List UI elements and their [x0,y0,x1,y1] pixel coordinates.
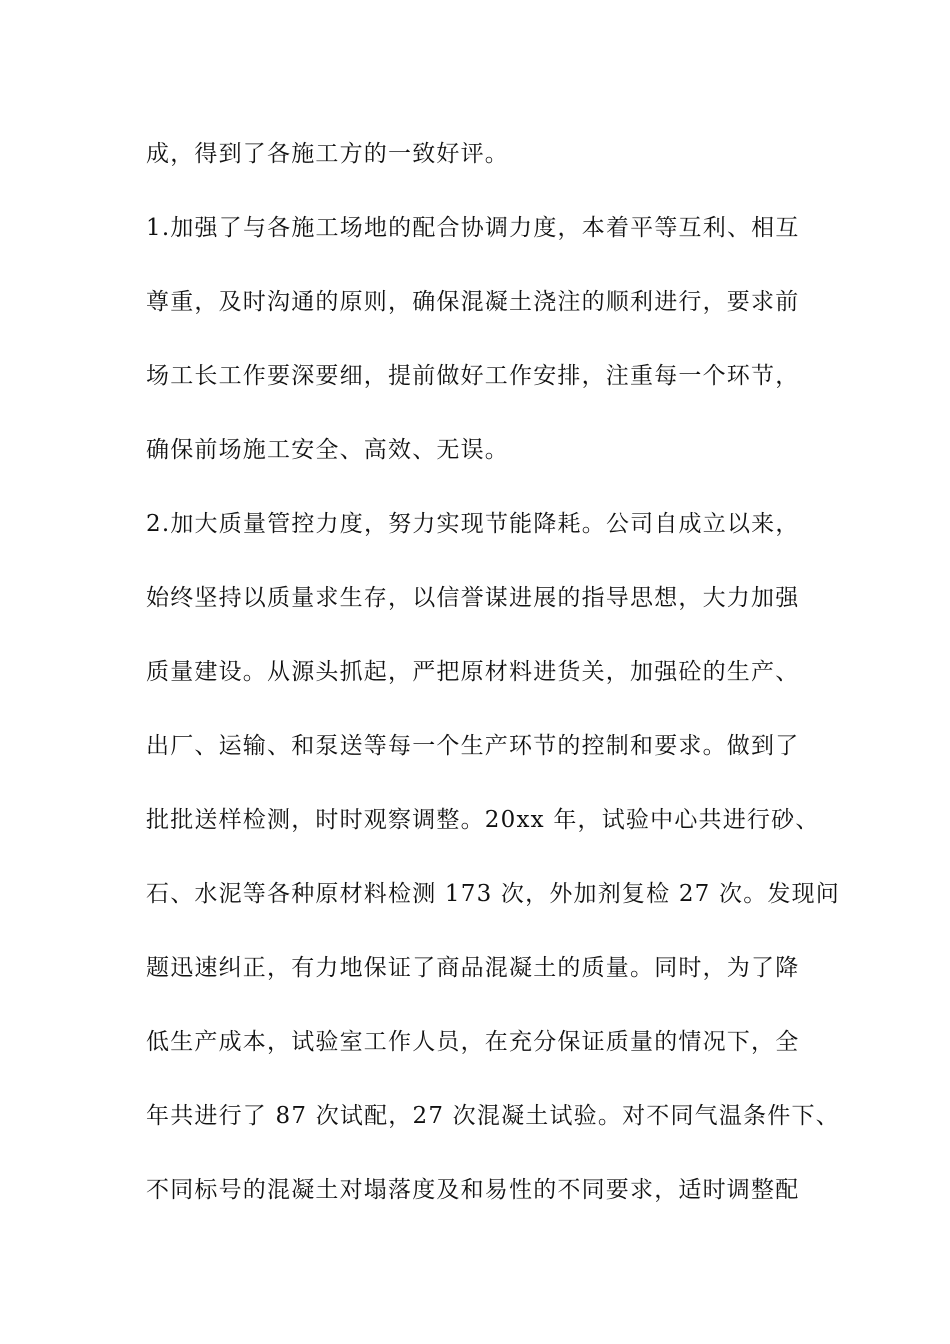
text-line: 题迅速纠正，有力地保证了商品混凝土的质量。同时，为了降 [146,955,800,981]
text-line: 低生产成本，试验室工作人员，在充分保证质量的情况下，全 [146,1029,800,1055]
text-line: 年共进行了 87 次试配，27 次混凝土试验。对不同气温条件下、 [146,1103,840,1129]
text-line: 不同标号的混凝土对塌落度及和易性的不同要求，适时调整配 [146,1177,800,1203]
text-line: 出厂、运输、和泵送等每一个生产环节的控制和要求。做到了 [146,733,800,759]
text-line: 1.加强了与各施工场地的配合协调力度，本着平等互利、相互 [146,215,800,241]
text-line: 批批送样检测，时时观察调整。20xx 年，试验中心共进行砂、 [146,807,820,833]
text-line: 场工长工作要深要细，提前做好工作安排，注重每一个环节， [146,363,800,389]
text-line: 石、水泥等各种原材料检测 173 次，外加剂复检 27 次。发现问 [146,881,841,907]
text-line: 尊重，及时沟通的原则，确保混凝土浇注的顺利进行，要求前 [146,289,800,315]
text-line: 成，得到了各施工方的一致好评。 [146,141,509,167]
text-line: 确保前场施工安全、高效、无误。 [146,437,509,463]
text-line: 2.加大质量管控力度，努力实现节能降耗。公司自成立以来， [146,511,800,537]
text-line: 质量建设。从源头抓起，严把原材料进货关，加强砼的生产、 [146,659,800,685]
text-line: 始终坚持以质量求生存，以信誉谋进展的指导思想，大力加强 [146,585,800,611]
